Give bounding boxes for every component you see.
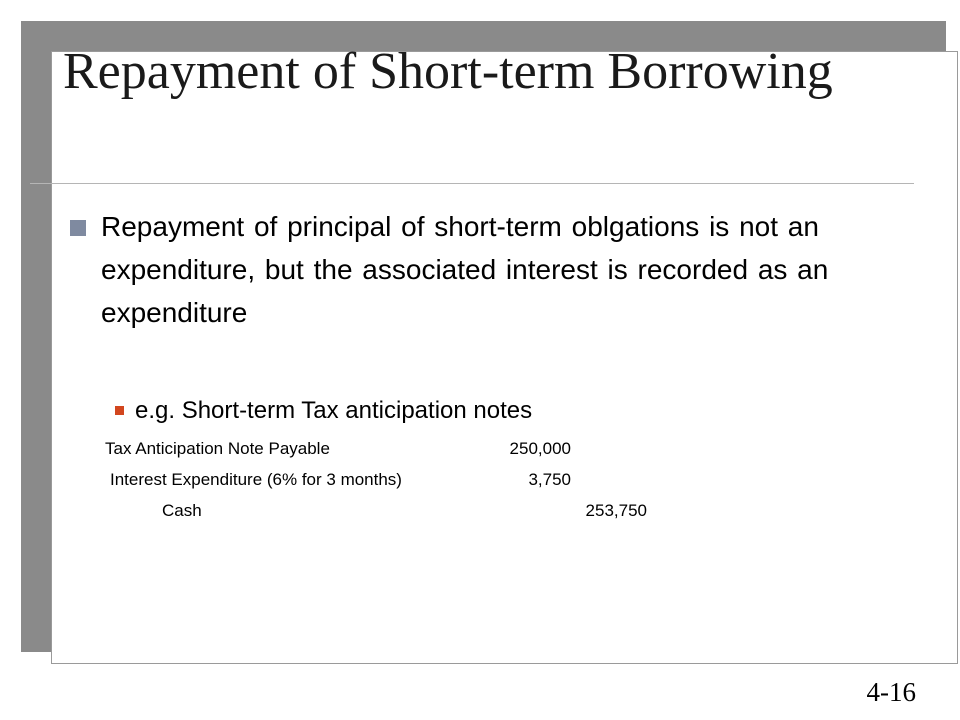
slide-frame (21, 21, 946, 652)
sub-bullet-text: e.g. Short-term Tax anticipation notes (135, 397, 533, 424)
journal-debit-amount-2: 3,750 (528, 470, 571, 489)
page-number: 4-16 (866, 677, 916, 707)
main-bullet-text: Repayment of principal of short-term oblgations is not an expenditure, but the associated interest is recorded as an expenditure (101, 211, 829, 328)
journal-credit-account: Cash (162, 501, 202, 520)
journal-credit-amount: 253,750 (585, 501, 647, 520)
slide-content-area (51, 51, 958, 664)
bullet-square-icon (70, 220, 86, 236)
journal-debit-amount-1: 250,000 (509, 439, 571, 458)
title-divider (30, 183, 914, 184)
journal-debit-account-2: Interest Expenditure (6% for 3 months) (110, 470, 402, 489)
journal-debit-account-1: Tax Anticipation Note Payable (105, 439, 330, 458)
slide-title: Repayment of Short-term Borrowing (63, 43, 833, 100)
sub-bullet-square-icon (115, 406, 124, 415)
